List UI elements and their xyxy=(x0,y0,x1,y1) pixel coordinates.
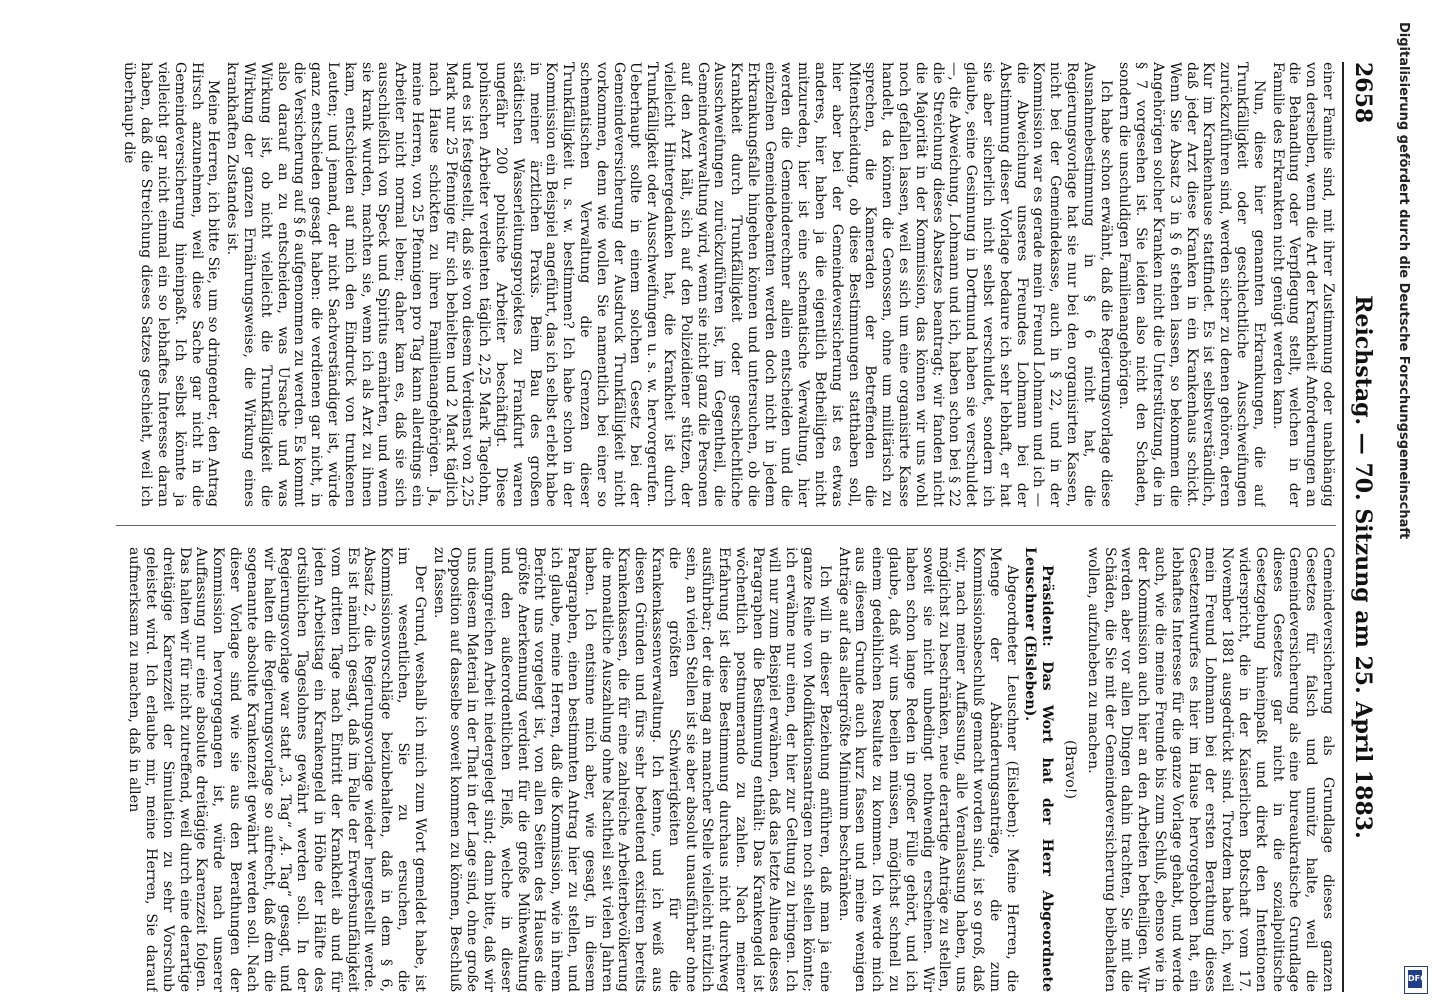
left-column xyxy=(116,62,1336,507)
paragraph: Abgeordneter Leuschner (Eisleben): Meine Herren, die Menge der Abänderungsanträge, die zum Kommissionsbeschluß gemacht worden sind, ist so groß, daß wir, nach meiner Auffassung, alle Veranlassung haben, uns möglichst zu beschränken, neue derartige Anträge zu stellen, soweit sie nicht unbedingt nothwendig erscheinen. Wir haben schon lange Reden in großer Fülle gehört, und ich glaube, daß wir uns beeilen müssen, möglichst schnell zu einem gedeihlichen Resultate zu kommen. Ich werde mich aus diesem Grunde auch kurz fassen und meine wenigen Anträge auf das allergrößte Minimum beschränken. xyxy=(835,547,1020,992)
paragraph: einer Familie sind, mit ihrer Zustimmung oder unabhängig von derselben, wenn die Art der Krankheit Anforderungen an die Behandlung oder Verpflegung stellt, welchen in der Familie des Erkrankten nicht genügt werden kann. xyxy=(1269,62,1336,507)
header-rule xyxy=(1342,62,1344,992)
paragraph: Ich habe schon erwähnt, daß die Regierungsvorlage diese Ausnahmebestimmung in § 6 nicht hat, die Regierungsvorlage hat sie nur bei den organisirten Kassen, nicht bei der Gemeindekasse, auch in § 22, und in der Kommission war es gerade mein Freund Lohmann und ich — die Abweichung unseres Freundes Lohmann bei der Abstimmung dieser Vorlage bedaure ich sehr lebhaft, er hat sie aber sicherlich nicht selbst verschuldet, sondern ich glaube, seine Gesinnung in Dortmund haben sie verschuldet —, die Abweichung, Lohmann und ich, haben schon bei § 22 die Streichung dieses Absatzes beantragt; wir fanden nicht die Majorität in der Kommission, das können wir uns wohl noch gefallen lassen, weil es sich um eine organisirte Kasse handelt, da können die Genossen, ohne um militärisch zu sprechen, die Kameraden der Betreffenden die Mitentscheidung, ob diese Bestimmungen statthaben soll, hier aber bei der Gemeindeversicherung ist es etwas anderes, hier haben ja die eigentlich Betheiligten nicht mitzureden, hier ist eine schematische Verwaltung, hier werden die Gemeinderechner allein entscheiden und die einzelnen Gemeindebeamten werden doch nicht in jedem Erkrankungsfalle hingehen können und untersuchen, ob die Krankheit durch Trunkfälligkeit oder geschlechtliche Ausschweifungen zurückzuführen ist, im Gegentheil, die Gemeindeverwaltung wird, wenn sie nicht ganz die Personen auf den Arzt hält, sich auf den Polizeidiener stützen, der vielleicht Hintergedanken hat, die Krankheit ist durch Trunkfälligkeit oder Ausschweifungen u. s. w. hervorgerufen. Ueberhaupt sollte in einem solchen Gesetz bei der Gemeindeversicherung der Ausdruck Trunkfälligkeit nicht vorkommen, denn wie wollen Sie namentlich bei einer so schematischen Verwaltung die Grenzen dieser Trunkfälligkeit u. s. w. bestimmen? Ich habe schon in der Kommission ein Beispiel angeführt, das ich selbst erlebt habe in meiner ärztlichen Praxis. Beim Bau des großen städtischen Wasserleitungsprojektes zu Frankfurt waren ungefähr 200 polnische Arbeiter beschäftigt. Diese polnischen Arbeiter verdienten täglich 2,25 Mark Tagelohn, und es ist festgestellt, daß sie von diesem Verdienst von 2,25 Mark nur 25 Pfennige für sich behielten und 2 Mark täglich nach Hause schickten zu ihren Familienangehörigen. Ja, meine Herren, von 25 Pfennigen pro Tag kann allerdings ein Arbeiter nicht normal leben; daher kam es, daß sie sich ausschließlich von Speck und Spiritus ernährten, und wenn sie krank wurden, machten sie, wenn ich als Arzt zu ihnen kam, entschieden auf mich den Eindruck von trunkenen Leuten; und jemand, der nicht Sachverständiger ist, würde ganz entschieden gesagt haben: die verdienen gar nicht, in die Versicherung auf § 6 aufgenommen zu werden. Es kommt also darauf an zu entscheiden, was Ursache und was Wirkung ist, ob nicht vielleicht die Trunkfälligkeit die Wirkung der ganzen Ernährungsweise, die Wirkung eines krankhaften Zustandes ist. xyxy=(224,62,1114,507)
paragraph: Der Grund, weshalb ich mich zum Wort gemeldet habe, ist im wesentlichen, Sie zu ersuchen, die Kommissionsvorschläge beizubehalten, daß in dem § 6, Absatz 2, die Regierungsvorlage wieder hergestellt werde. Es ist nämlich gesagt, daß im Falle der Erwerbsunfähigkeit vom dritten Tage nach Eintritt der Krankheit ab und für jeden Arbeitstag ein Krankengeld in Höhe der Hälfte des ortsüblichen Tageslohnes gewährt werden soll. In der Regierungsvorlage war statt „3. Tag“ „4. Tag“ gesagt, und wir halten die Regierungsvorlage so aufrecht, daß dem die sogenannte absolute Krankenzeit gewährt werden soll. Nach dieser Vorlage sind wie sie aus den Berathungen der Kommission hervorgegangen ist, würde nach unserer Auffassung nur eine absolute dreitägige Karenzzeit folgen. Das halten wir für nicht zutreffend, weil durch eine derartige dreitägige Karenzzeit der Simulation zu sehr Vorschub geleistet wird. Ich erlaube mir, meine Herren, Sie darauf aufmerksam zu machen, daß in allen xyxy=(126,547,428,992)
right-column xyxy=(116,547,1336,992)
page-number: 2658 xyxy=(1350,62,1376,124)
paragraph: Gemeindeversicherung als Grundlage dieses ganzen Gesetzes für falsch und unnütz halte, weil die Gemeindeversicherung als eine bureaukratische Grundlage dieses Gesetzes gar nicht in die sozialpolitische Gesetzgebung hineinpaßt und direkt den Intentionen widerspricht, die in der Kaiserlichen Botschaft vom 17. November 1881 ausgedrückt sind. Trotzdem habe ich, weil mein Freund Lohmann bei der ersten Berathung dieses Gesetzentwurfes es hier im Hause hervorgehoben hat, ein lebhaftes Interesse für die ganze Vorlage gehabt, und werde auch, wie die meine Freunde bis zum Schluß, ebenso wie in der Kommission auch hier an den Arbeiten betheiligen. Wir werden aber vor allen Dingen dahin trachten, Sie mit die Schäden, die Sie mit der Gemeindeversicherung beibehalten wollen, aufzuheben zu machen. xyxy=(1084,547,1336,992)
paragraph: Ich will in dieser Beziehung anführen, daß man ja eine ganze Reihe von Modifikationsanträgen noch stellen könnte; ich erwähne nur einen, der hier zur Geltung zu bringen. Ich will nur zum Beispiel erwähnen, daß das letzte Alinea dieses Paragraphen die Bestimmung enthält: Das Krankengeld ist wöchentlich postnumerando zu zahlen. Nach meiner Erfahrung ist diese Bestimmung durchaus nicht durchweg ausführbar; der die mag an mancher Stelle vielleicht nützlich sein, an vielen Stellen ist sie aber absolut unausführbar ohne die größten Schwierigkeiten für die Krankenkassenverwaltung. Ich kenne, und ich weiß aus diesen Gründen und fürs sehr bedeutend existiren bereits Krankenkassen, die für eine zahlreiche Arbeiterbevölkerung die monatliche Auszahlung ohne Nachtheil seit vielen Jahren haben. Ich entsinne mich aber, wie gesagt, in diesem Paragraphen, einen bestimmten Antrag hier zu stellen, und ich glaube, meine Herren, daß die Kommission, wie in ihrem Bericht uns vorgelegt ist, von allen Seiten des Hauses die größte Anerkennung verdient für die große Mühewaltung und den außerordentlichen Fleiß, welche in dieser umfangreichen Arbeit niedergelegt sind; dann bitte, daß wir uns diesem Material in der That in der Lage sind, ohne große Opposition auf dasselbe soweit kommen zu können, Beschluß zu fassen. xyxy=(430,547,833,992)
column-divider xyxy=(116,525,1336,526)
page-header xyxy=(1348,62,1378,992)
dfg-logo xyxy=(1404,966,1428,994)
page-title: Reichstag. — 70. Sitzung am 25. April 1883. xyxy=(1350,295,1376,839)
paragraph: (Bravo!) xyxy=(1062,740,1079,799)
paragraph: Meine Herren, ich bitte Sie, um so dringender, den Antrag Hirsch anzunehmen, weil diese Sache gar nicht in die Gemeindeversicherung hineinpaßt. Ich selbst könnte ja vielleicht gar nicht einmal ein so lebhaftes Interesse daran haben, daß die Streichung dieses Satzes geschieht, weil ich überhaupt die xyxy=(121,62,222,507)
rotated-newspaper-page xyxy=(108,62,1378,992)
paragraph: Nun, diese hier genannten Erkrankungen, die auf Trunkfälligkeit oder geschlechtliche Ausschweifungen zurückzuführen sind, werden sicher zu denen gehören, deren Kur im Krankenhause stattfindet. Es ist selbstverständlich, daß jeder Arzt diese Kranken in ein Krankenhaus schickt. Wenn Sie Absatz 3 in § 6 stehen lassen, so bekommen die Angehörigen solcher Kranken nicht die Unterstützung, die in § 7 vorgesehen ist. Sie leiden also nicht den Schaden, sondern die unschuldigen Familienangehörigen. xyxy=(1116,62,1267,507)
paragraph: Präsident: Das Wort hat der Herr Abgeordnete Leuschner (Eisleben). xyxy=(1022,547,1056,992)
dfg-logo-mark: DFG xyxy=(1408,970,1422,988)
digitization-credit-strip xyxy=(1396,16,1426,994)
digitization-credit: Digitalisierung gefördert durch die Deutsche Forschungsgemeinschaft xyxy=(1396,22,1411,540)
